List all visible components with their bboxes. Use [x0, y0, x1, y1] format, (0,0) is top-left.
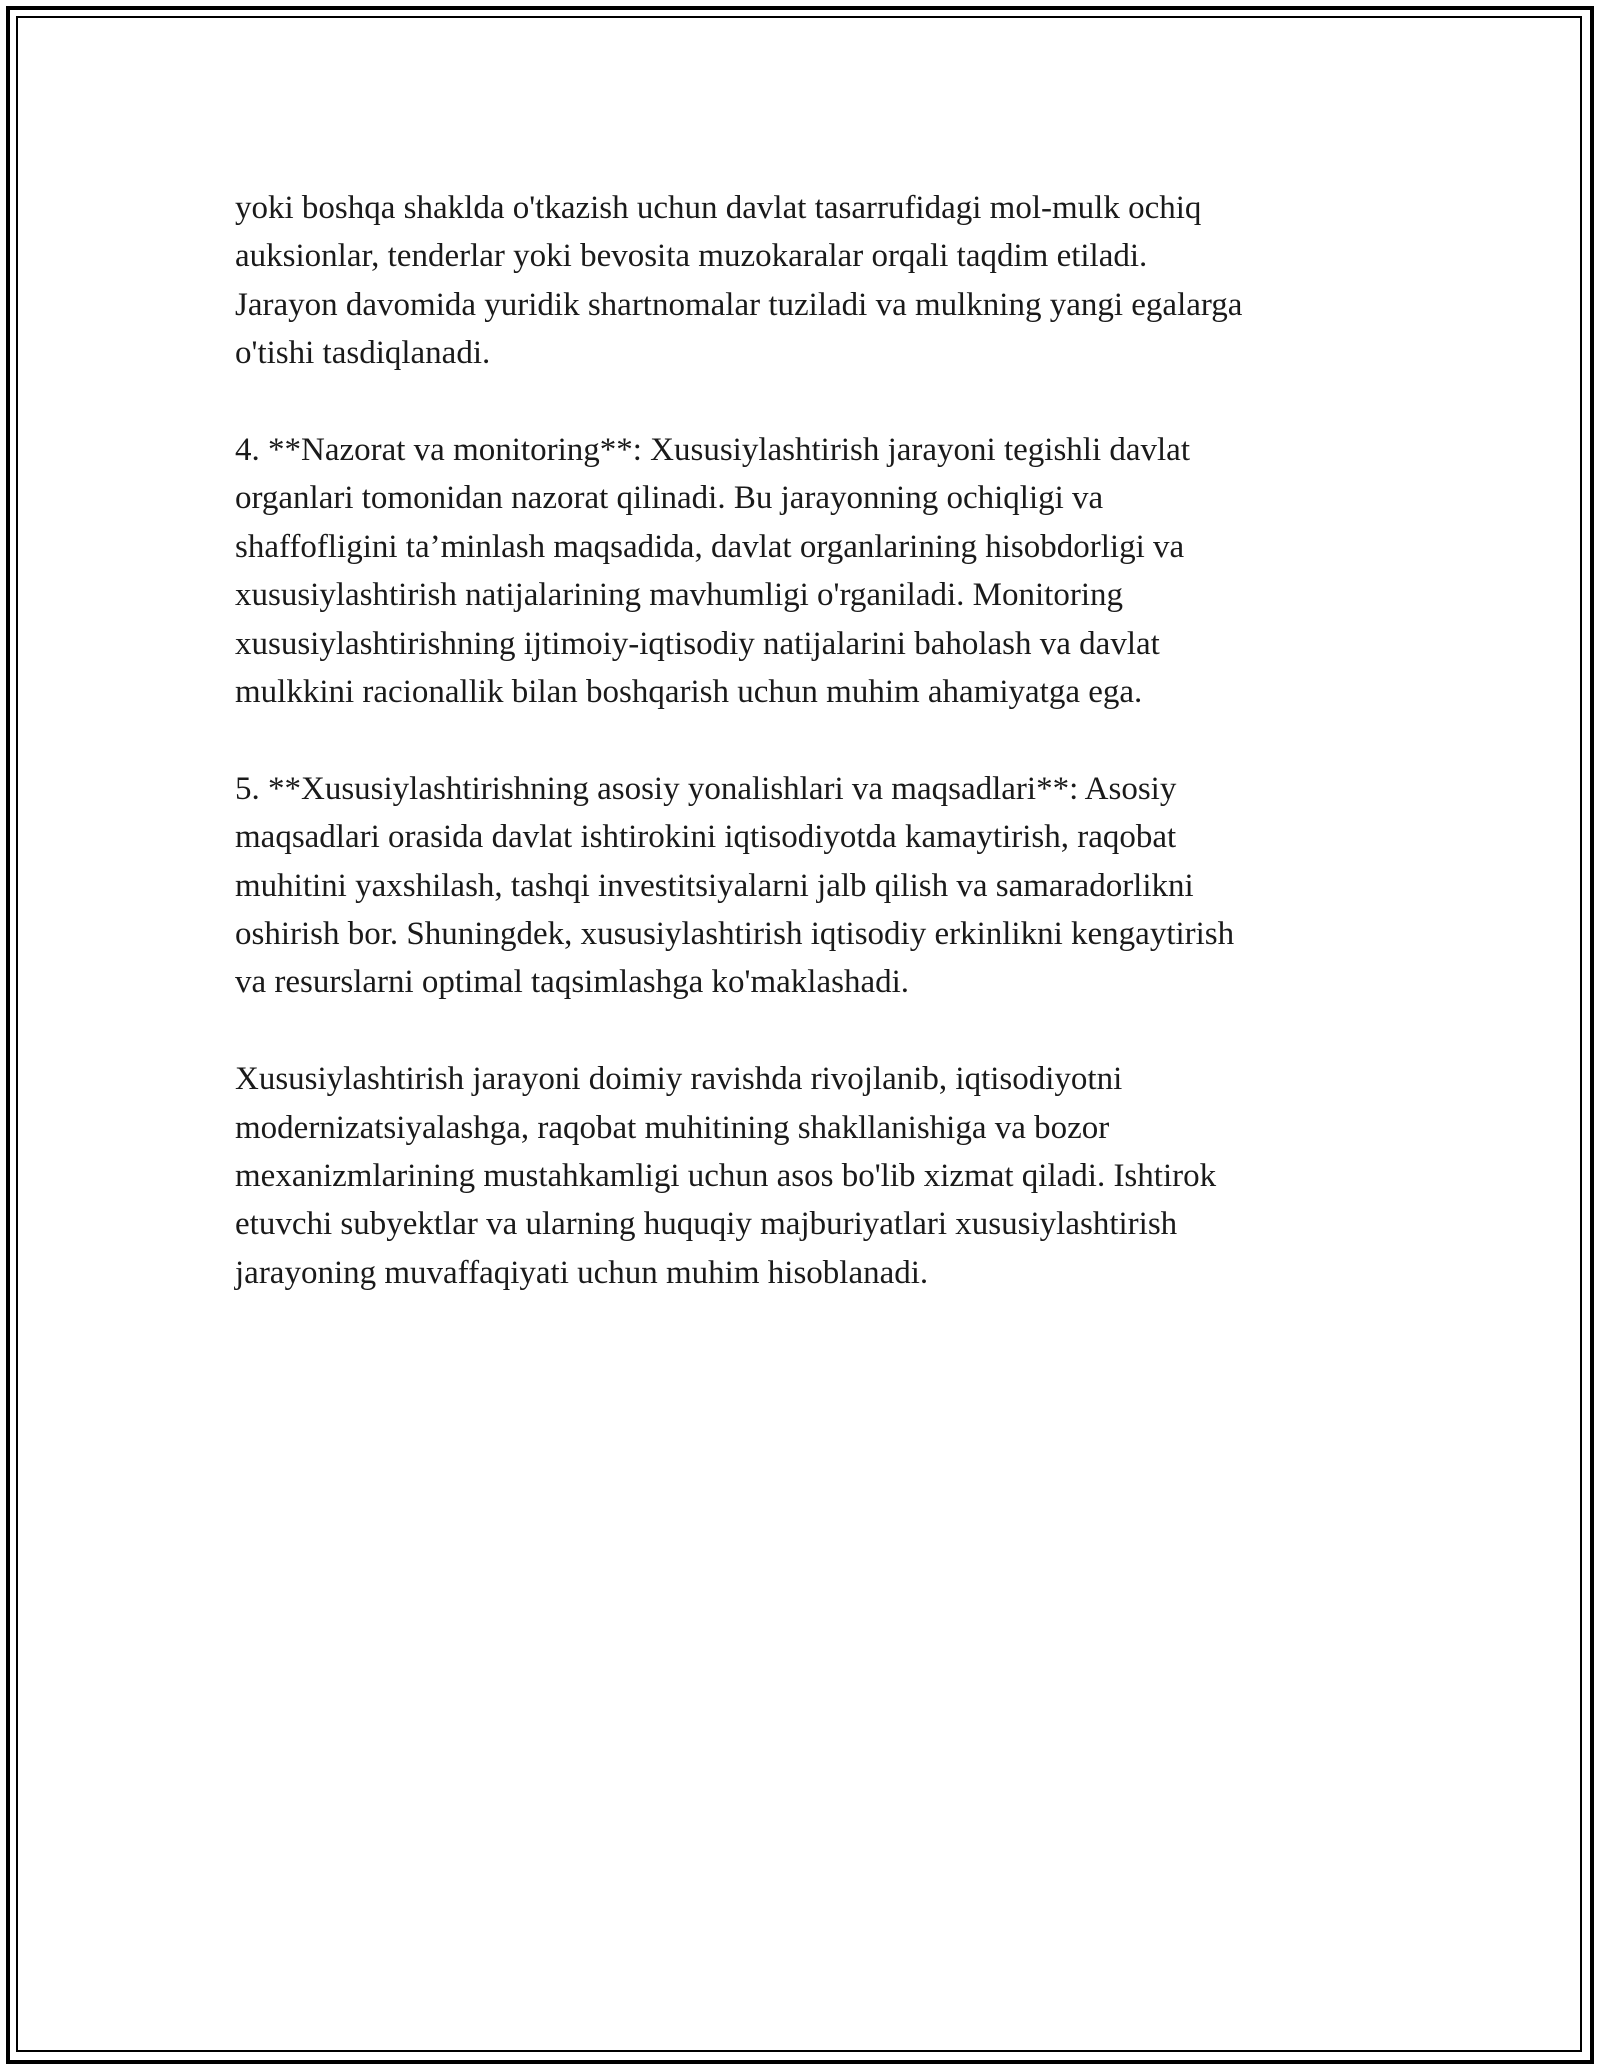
- paragraph-nazorat-monitoring: 4. **Nazorat va monitoring**: Xususiylashtirish jarayoni tegishli davlat organlari tomonidan nazorat qilinadi. Bu jarayonning ochiqligi va shaffofligini ta’minlash maqsadida, davlat organlarining hisobdorligi va xususiylashtirish natijalarining mavhumligi o'rganiladi. Monitoring xususiylashtirishning ijtimoiy-iqtisodiy natijalarini baholash va davlat mulkkini racionallik bilan boshqarish uchun muhim ahamiyatga ega.: [235, 432, 1191, 711]
- paragraph-conclusion: Xususiylashtirish jarayoni doimiy ravishda rivojlanib, iqtisodiyotni modernizatsiyalashga, raqobat muhitining shakllanishiga va bozor mexanizmlarining mustahkamligi uchun asos bo'lib xizmat qiladi. Ishtirok etuvchi subyektlar va ularning huquqiy majburiyatlari xususiylashtirish jarayoning muvaffaqiyati uchun muhim hisoblanadi.: [235, 1061, 1217, 1291]
- document-body: [235, 184, 1385, 1346]
- paragraph-asosiy-yonalishlar: 5. **Xususiylashtirishning asosiy yonalishlari va maqsadlari**: Asosiy maqsadlari orasida davlat ishtirokini iqtisodiyotda kamaytirish, raqobat muhitini yaxshilash, tashqi investitsiyalarni jalb qilish va samaradorlikni oshirish bor. Shuningdek, xususiylashtirish iqtisodiy erkinlikni kengaytirish va resurslarni optimal taqsimlashga ko'maklashadi.: [235, 770, 1235, 1001]
- paragraph-continuation: yoki boshqa shaklda o'tkazish uchun davlat tasarrufidagi mol-mulk ochiq auksionlar, tenderlar yoki bevosita muzokaralar orqali taqdim etiladi. Jarayon davomida yuridik shartnomalar tuziladi va mulkning yangi egalarga o'tishi tasdiqlanadi.: [235, 190, 1243, 372]
